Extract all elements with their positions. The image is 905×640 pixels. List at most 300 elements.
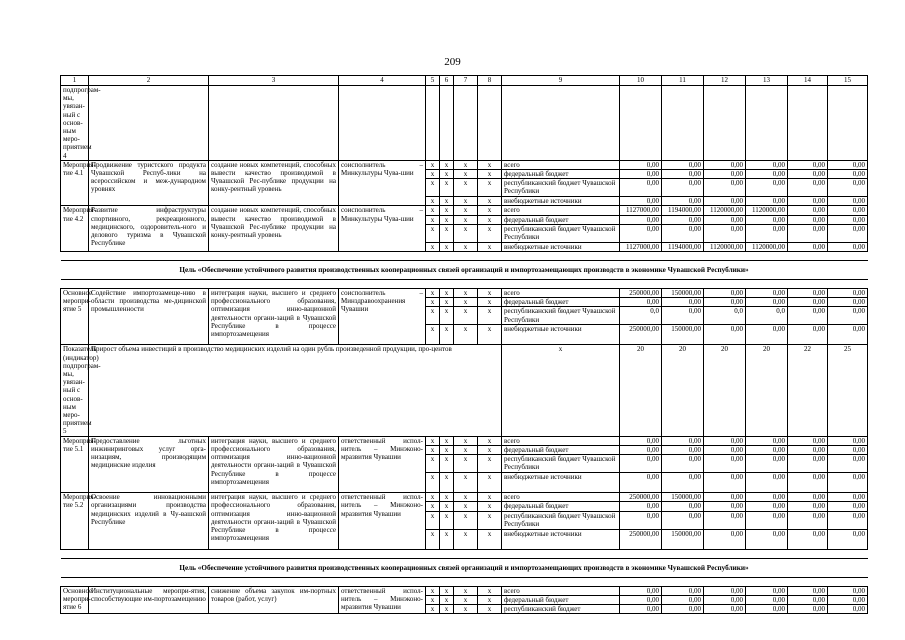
value-cell: 0,00 <box>662 586 704 595</box>
value-cell: 0,00 <box>746 325 788 345</box>
value-cell: 0,00 <box>828 455 868 473</box>
value-cell: 0,00 <box>828 604 868 613</box>
empty-cell <box>426 86 440 161</box>
x-mark: x <box>426 307 440 325</box>
x-mark: x <box>454 224 478 242</box>
value-cell: 0,00 <box>620 511 662 529</box>
value-cell: 0,00 <box>746 215 788 224</box>
value-cell: 0,00 <box>662 160 704 169</box>
column-number: 7 <box>454 76 478 86</box>
activity-name: Институциональные меропри-ятия, способствующие им-портозамещению <box>89 586 209 614</box>
value-cell: 0,00 <box>788 502 828 511</box>
activity-code: Мероприя-тие 4.1 <box>61 160 89 206</box>
x-mark: x <box>440 502 454 511</box>
value-cell: 0,00 <box>746 455 788 473</box>
x-mark: x <box>426 529 440 549</box>
funding-source: внебюджетные источники <box>502 197 620 206</box>
value-cell: 0,00 <box>828 511 868 529</box>
empty-cell <box>620 86 662 161</box>
x-mark: x <box>454 493 478 502</box>
executor: ответственный испол-нитель – Минэконо-мразвития Чувашии <box>339 586 426 614</box>
value-cell: 0,00 <box>828 529 868 549</box>
column-number: 8 <box>478 76 502 86</box>
value-cell: 0,00 <box>704 197 746 206</box>
value-cell: 0,00 <box>662 511 704 529</box>
value-cell: 0,00 <box>828 206 868 215</box>
activity-name: Освоение инновационными организациями производства медицинских изделий в Чу-вашской Республике <box>89 493 209 549</box>
value-cell: 0,00 <box>620 197 662 206</box>
value-cell: 0,00 <box>704 160 746 169</box>
x-mark: x <box>454 160 478 169</box>
value-cell: 150000,00 <box>662 289 704 298</box>
x-mark: x <box>440 307 454 325</box>
value-cell: 0,00 <box>704 289 746 298</box>
value-cell: 0,00 <box>620 445 662 454</box>
value-cell: 1120000,00 <box>704 206 746 215</box>
value-cell: 0,00 <box>662 604 704 613</box>
funding-source: федеральный бюджет <box>502 298 620 307</box>
expected-result: интеграция науки, высшего и среднего профессионального образования, оптимизация инно-вационной деятельности органи-заций в Чувашской Республике в процессе импортозамещения <box>209 289 339 345</box>
column-number: 12 <box>704 76 746 86</box>
value-cell: 250000,00 <box>620 289 662 298</box>
value-cell: 0,00 <box>662 445 704 454</box>
x-mark: x <box>478 473 502 493</box>
value-cell: 0,00 <box>788 179 828 197</box>
x-mark: x <box>454 529 478 549</box>
value-cell: 0,00 <box>620 586 662 595</box>
empty-cell <box>209 86 339 161</box>
x-mark: x <box>440 493 454 502</box>
value-cell: 0,00 <box>746 197 788 206</box>
x-mark: x <box>454 170 478 179</box>
value-cell: 0,00 <box>828 215 868 224</box>
value-cell: 0,00 <box>828 502 868 511</box>
x-mark: x <box>478 586 502 595</box>
x-mark: x <box>426 436 440 445</box>
x-mark: x <box>426 160 440 169</box>
funding-source: всего <box>502 586 620 595</box>
value-cell: 0,00 <box>746 179 788 197</box>
x-mark: x <box>440 289 454 298</box>
value-cell: 0,00 <box>704 455 746 473</box>
indicator-value: 20 <box>746 345 788 436</box>
x-mark: x <box>454 289 478 298</box>
value-cell: 0,00 <box>746 595 788 604</box>
column-number: 5 <box>426 76 440 86</box>
spacer-row <box>61 549 868 558</box>
value-cell: 0,00 <box>662 170 704 179</box>
value-cell: 0,00 <box>746 445 788 454</box>
funding-source: всего <box>502 160 620 169</box>
value-cell: 0,00 <box>620 473 662 493</box>
x-mark: x <box>478 493 502 502</box>
spacer <box>61 577 868 586</box>
value-cell: 0,00 <box>828 224 868 242</box>
x-mark: x <box>478 502 502 511</box>
x-mark: x <box>426 586 440 595</box>
value-cell: 0,00 <box>746 298 788 307</box>
x-mark: x <box>440 197 454 206</box>
activity-code: Основное меропри-ятие 6 <box>61 586 89 614</box>
indicator-label: Показатель (индикатор) подпрограм-мы, увязан-ный с основ-ным меро-приятием 5 <box>61 345 89 436</box>
funding-source: всего <box>502 493 620 502</box>
x-mark: x <box>426 197 440 206</box>
x-mark: x <box>454 206 478 215</box>
activity-code: Основное меропри-ятие 5 <box>61 289 89 345</box>
value-cell: 0,00 <box>788 307 828 325</box>
value-cell: 0,00 <box>662 502 704 511</box>
x-mark: x <box>478 206 502 215</box>
value-cell: 0,00 <box>828 160 868 169</box>
executor: ответственный испол-нитель – Минэконо-мразвития Чувашии <box>339 493 426 549</box>
expected-result: создание новых компетенций, способных вывести качество производимой в Чувашской Рес-публике продукции на конку-рентный уровень <box>209 160 339 206</box>
value-cell: 150000,00 <box>662 529 704 549</box>
indicator-value: 20 <box>704 345 746 436</box>
value-cell: 1120000,00 <box>746 206 788 215</box>
value-cell: 0,00 <box>662 179 704 197</box>
empty-cell <box>662 86 704 161</box>
empty-cell <box>339 86 426 161</box>
value-cell: 0,00 <box>788 436 828 445</box>
x-mark: x <box>478 242 502 251</box>
spacer-row <box>61 252 868 261</box>
x-mark: x <box>440 170 454 179</box>
value-cell: 1194000,00 <box>662 242 704 251</box>
x-mark: x <box>454 455 478 473</box>
value-cell: 0,00 <box>662 215 704 224</box>
value-cell: 0,00 <box>828 307 868 325</box>
value-cell: 0,00 <box>704 436 746 445</box>
x-mark: x <box>440 529 454 549</box>
spacer <box>61 549 868 558</box>
x-mark: x <box>426 325 440 345</box>
executor: соисполнитель – Минздравоохранения Чувашии <box>339 289 426 345</box>
column-number: 14 <box>788 76 828 86</box>
funding-source: федеральный бюджет <box>502 170 620 179</box>
executor: соисполнитель – Минкультуры Чува-шии <box>339 160 426 206</box>
x-mark: x <box>440 436 454 445</box>
value-cell: 0,00 <box>704 604 746 613</box>
x-mark: x <box>440 179 454 197</box>
x-mark: x <box>440 224 454 242</box>
x-mark: x <box>478 455 502 473</box>
goal-text: Цель «Обеспечение устойчивого развития производственных кооперационных связей организаций и импортозамещающих производств в экономике Чувашской Республики» <box>61 558 868 577</box>
column-number: 9 <box>502 76 620 86</box>
value-cell: 0,00 <box>620 179 662 197</box>
m51-row <box>61 436 868 445</box>
funding-source: внебюджетные источники <box>502 242 620 251</box>
value-cell: 0,00 <box>620 298 662 307</box>
value-cell: 0,00 <box>662 436 704 445</box>
value-cell: 0,00 <box>704 595 746 604</box>
x-mark: x <box>440 160 454 169</box>
value-cell: 0,00 <box>828 493 868 502</box>
value-cell: 0,00 <box>788 224 828 242</box>
page-number: 209 <box>444 56 461 68</box>
value-cell: 0,00 <box>828 445 868 454</box>
x-mark: x <box>426 170 440 179</box>
x-mark: x <box>478 298 502 307</box>
x-mark: x <box>478 436 502 445</box>
goal-row <box>61 558 868 577</box>
value-cell: 0,00 <box>788 595 828 604</box>
goal-row <box>61 261 868 280</box>
x-mark: x <box>478 224 502 242</box>
value-cell: 0,00 <box>788 289 828 298</box>
value-cell: 0,00 <box>746 160 788 169</box>
value-cell: 1120000,00 <box>704 242 746 251</box>
value-cell: 0,00 <box>704 215 746 224</box>
x-mark: x <box>440 242 454 251</box>
x-mark: x <box>426 289 440 298</box>
executor: соисполнитель – Минкультуры Чува-шии <box>339 206 426 252</box>
header-row <box>61 76 868 86</box>
funding-source: федеральный бюджет <box>502 595 620 604</box>
value-cell: 0,00 <box>828 197 868 206</box>
x-mark: x <box>454 215 478 224</box>
value-cell: 0,00 <box>828 436 868 445</box>
value-cell: 0,00 <box>788 197 828 206</box>
funding-source: республиканский бюджет Чувашской Республики <box>502 511 620 529</box>
value-cell: 0,00 <box>704 179 746 197</box>
x-mark: x <box>440 445 454 454</box>
value-cell: 0,00 <box>662 473 704 493</box>
x-mark: x <box>440 595 454 604</box>
x-mark: x <box>454 436 478 445</box>
x-mark: x <box>454 445 478 454</box>
activity-code: Мероприя-тие 5.2 <box>61 493 89 549</box>
expected-result: создание новых компетенций, способных вывести качество производимой в Чувашской Рес-публике продукции на конку-рентный уровень <box>209 206 339 252</box>
value-cell: 0,00 <box>746 436 788 445</box>
value-cell: 0,00 <box>828 242 868 251</box>
funding-source: федеральный бюджет <box>502 215 620 224</box>
value-cell: 0,00 <box>788 215 828 224</box>
value-cell: 0,00 <box>704 529 746 549</box>
empty-cell <box>502 86 620 161</box>
program-table <box>60 75 868 614</box>
column-number: 15 <box>828 76 868 86</box>
funding-source: республиканский бюджет Чувашской Республики <box>502 307 620 325</box>
value-cell: 0,00 <box>746 473 788 493</box>
value-cell: 0,00 <box>788 511 828 529</box>
column-number: 2 <box>89 76 209 86</box>
value-cell: 0,00 <box>662 455 704 473</box>
value-cell: 0,00 <box>704 511 746 529</box>
value-cell: 0,00 <box>828 170 868 179</box>
x-mark: x <box>426 493 440 502</box>
value-cell: 0,00 <box>746 586 788 595</box>
value-cell: 0,00 <box>788 298 828 307</box>
value-cell: 0,00 <box>746 502 788 511</box>
value-cell: 0,00 <box>662 197 704 206</box>
value-cell: 150000,00 <box>662 493 704 502</box>
indicator-label: подпрограм-мы, увязан-ный с основ-ным меро-приятием 4 <box>61 86 89 161</box>
value-cell: 0,00 <box>828 298 868 307</box>
value-cell: 0,00 <box>620 502 662 511</box>
x-mark: x <box>454 502 478 511</box>
value-cell: 0,00 <box>788 206 828 215</box>
value-cell: 0,00 <box>828 325 868 345</box>
spacer <box>61 280 868 289</box>
value-cell: 0,00 <box>788 493 828 502</box>
funding-source: республиканский бюджет Чувашской Республики <box>502 179 620 197</box>
value-cell: 0,00 <box>662 224 704 242</box>
x-mark: x <box>454 595 478 604</box>
activity-code: Мероприя-тие 5.1 <box>61 436 89 492</box>
activity-name: Продвижение туристского продукта Чувашской Респуб-лики на всероссийском и меж-дународном уровнях <box>89 160 209 206</box>
value-cell: 0,0 <box>620 307 662 325</box>
empty-cell <box>704 86 746 161</box>
x-mark: x <box>426 473 440 493</box>
value-cell: 0,00 <box>746 170 788 179</box>
spacer <box>61 252 868 261</box>
x-mark: x <box>478 179 502 197</box>
x-mark: x <box>454 307 478 325</box>
x-mark: x <box>426 215 440 224</box>
indicator-row <box>61 345 868 436</box>
executor: ответственный испол-нитель – Минэконо-мразвития Чувашии <box>339 436 426 492</box>
value-cell: 0,00 <box>828 595 868 604</box>
value-cell: 0,00 <box>620 436 662 445</box>
value-cell: 0,0 <box>746 307 788 325</box>
value-cell: 0,00 <box>704 224 746 242</box>
indicator-continuation-row <box>61 86 868 161</box>
column-number: 6 <box>440 76 454 86</box>
x-mark: x <box>426 206 440 215</box>
funding-source: внебюджетные источники <box>502 325 620 345</box>
value-cell: 150000,00 <box>662 325 704 345</box>
x-mark: x <box>454 197 478 206</box>
empty-cell <box>788 86 828 161</box>
value-cell: 0,00 <box>788 473 828 493</box>
x-mark: x <box>454 473 478 493</box>
value-cell: 0,00 <box>788 242 828 251</box>
x-mark: x <box>440 586 454 595</box>
x-mark: x <box>454 325 478 345</box>
value-cell: 1127000,00 <box>620 242 662 251</box>
x-mark: x <box>426 604 440 613</box>
value-cell: 0,00 <box>620 215 662 224</box>
x-mark: x <box>478 307 502 325</box>
value-cell: 0,00 <box>828 289 868 298</box>
value-cell: 0,00 <box>788 325 828 345</box>
value-cell: 0,00 <box>788 586 828 595</box>
x-mark: x <box>426 242 440 251</box>
x-mark: x <box>454 604 478 613</box>
value-cell: 0,00 <box>620 160 662 169</box>
column-number: 11 <box>662 76 704 86</box>
activity-name: Содействие импортозамеще-нию в области производства ме-дицинской промышленности <box>89 289 209 345</box>
value-cell: 0,0 <box>704 307 746 325</box>
x-mark: x <box>478 604 502 613</box>
value-cell: 0,00 <box>704 170 746 179</box>
expected-result: интеграция науки, высшего и среднего профессионального образования, оптимизация инно-вационной деятельности органи-заций в Чувашской Республике в процессе импортозамещения <box>209 436 339 492</box>
empty-cell <box>440 86 454 161</box>
x-mark: x <box>478 511 502 529</box>
m52-row <box>61 493 868 502</box>
value-cell: 1120000,00 <box>746 242 788 251</box>
x-mark: x <box>454 298 478 307</box>
value-cell: 0,00 <box>704 586 746 595</box>
x-mark: x <box>426 224 440 242</box>
spacer-row <box>61 577 868 586</box>
x-mark: x <box>426 595 440 604</box>
om6-row <box>61 586 868 595</box>
x-mark: x <box>440 604 454 613</box>
x-mark: x <box>454 242 478 251</box>
x-mark: x <box>478 289 502 298</box>
value-cell: 0,00 <box>788 160 828 169</box>
value-cell: 0,00 <box>788 170 828 179</box>
column-number: 4 <box>339 76 426 86</box>
x-mark: x <box>440 215 454 224</box>
funding-source: федеральный бюджет <box>502 502 620 511</box>
value-cell: 0,00 <box>746 511 788 529</box>
activity-code: Мероприя-тие 4.2 <box>61 206 89 252</box>
empty-cell <box>746 86 788 161</box>
x-mark: x <box>478 325 502 345</box>
x-mark: x <box>478 529 502 549</box>
activity-name: Предоставление льготных инжиниринговых услуг орга-низациям, производящим медицинские изделия <box>89 436 209 492</box>
value-cell: 1127000,00 <box>620 206 662 215</box>
indicator-x: x <box>502 345 620 436</box>
x-mark: x <box>478 595 502 604</box>
x-mark: x <box>454 511 478 529</box>
value-cell: 0,00 <box>662 307 704 325</box>
x-mark: x <box>426 502 440 511</box>
empty-cell <box>828 86 868 161</box>
m41-row <box>61 160 868 169</box>
value-cell: 0,00 <box>788 529 828 549</box>
column-number: 10 <box>620 76 662 86</box>
value-cell: 0,00 <box>746 529 788 549</box>
x-mark: x <box>478 160 502 169</box>
empty-cell <box>454 86 478 161</box>
value-cell: 0,00 <box>620 595 662 604</box>
funding-source: внебюджетные источники <box>502 473 620 493</box>
x-mark: x <box>426 511 440 529</box>
x-mark: x <box>426 179 440 197</box>
value-cell: 0,00 <box>746 604 788 613</box>
value-cell: 0,00 <box>746 289 788 298</box>
x-mark: x <box>426 455 440 473</box>
x-mark: x <box>478 215 502 224</box>
x-mark: x <box>440 325 454 345</box>
x-mark: x <box>426 298 440 307</box>
value-cell: 0,00 <box>620 224 662 242</box>
value-cell: 0,00 <box>788 455 828 473</box>
indicator-text: Прирост объема инвестиций в производство медицинских изделий на один рубль произведенной продукции, про-центов <box>89 345 502 436</box>
value-cell: 0,00 <box>828 179 868 197</box>
indicator-value: 20 <box>662 345 704 436</box>
funding-source: республиканский бюджет Чувашской Республики <box>502 455 620 473</box>
column-number: 13 <box>746 76 788 86</box>
goal-text: Цель «Обеспечение устойчивого развития производственных кооперационных связей организаций и импортозамещающих производств в экономике Чувашской Республики» <box>61 261 868 280</box>
value-cell: 0,00 <box>662 595 704 604</box>
funding-source: республиканский бюджет Чувашской Республики <box>502 224 620 242</box>
spacer-row <box>61 280 868 289</box>
expected-result: снижение объема закупок им-портных товаров (работ, услуг) <box>209 586 339 614</box>
x-mark: x <box>454 586 478 595</box>
value-cell: 0,00 <box>704 502 746 511</box>
x-mark: x <box>440 511 454 529</box>
m42-row <box>61 206 868 215</box>
value-cell: 0,00 <box>704 473 746 493</box>
x-mark: x <box>440 455 454 473</box>
activity-name: Развитие инфраструктуры спортивного, рекреационного, медицинского, оздоровитель-ного и делового туризма в Чувашской Республике <box>89 206 209 252</box>
x-mark: x <box>440 473 454 493</box>
funding-source: всего <box>502 436 620 445</box>
